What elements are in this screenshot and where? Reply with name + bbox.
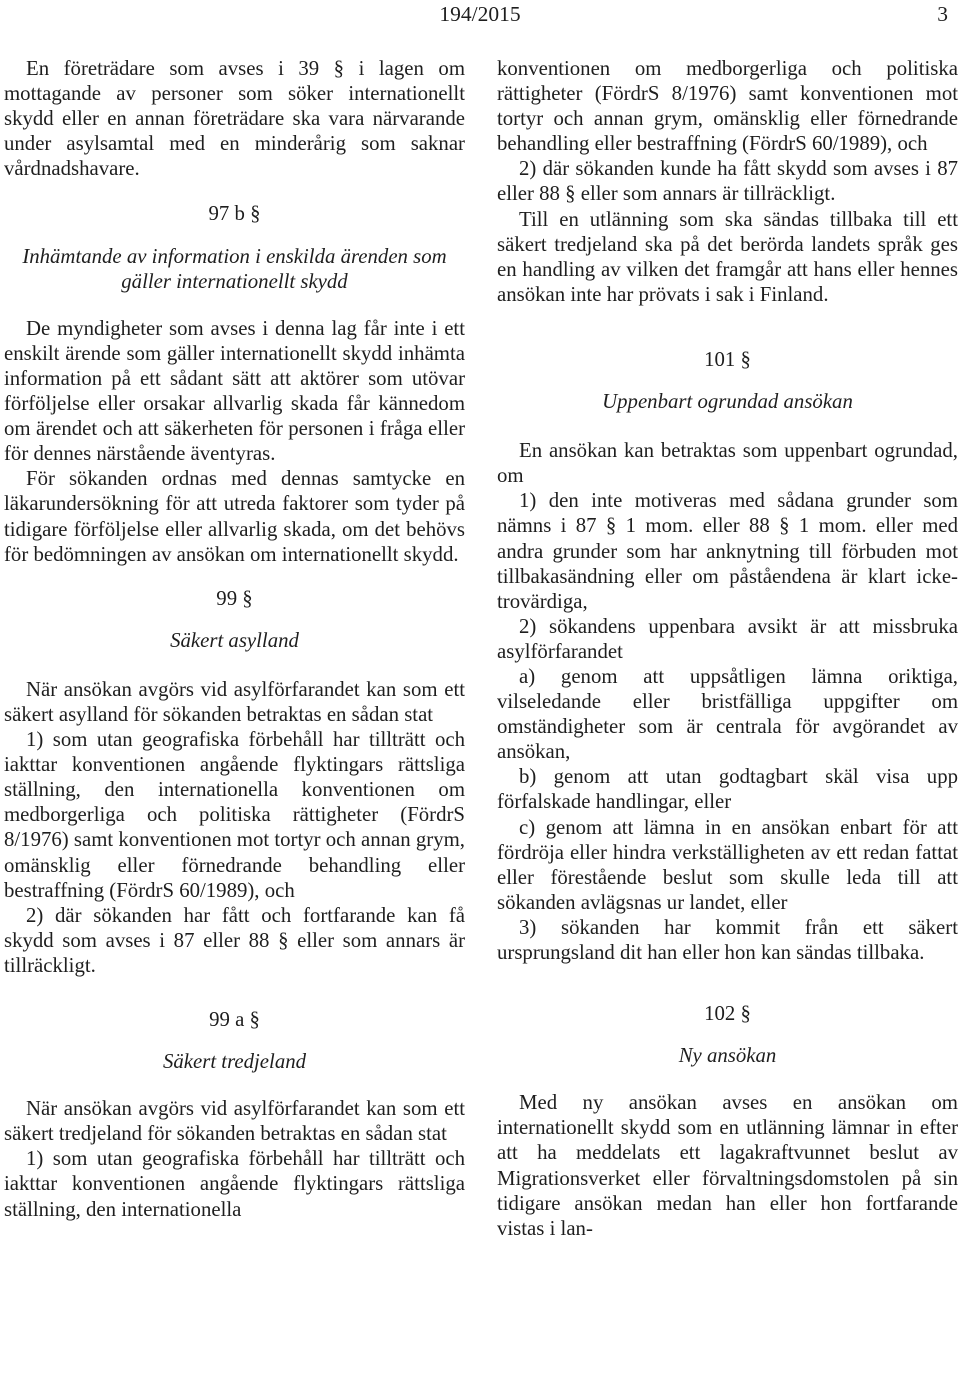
- left-column: [4, 56, 465, 1222]
- paragraph-101-7: 3) sökanden har kommit från ett säkert ursprungsland dit han eller hon kan sändas tillbaka.: [497, 915, 958, 964]
- paragraph-continued-1: konventionen om medborgerliga och politiska rättigheter (FördrS 8/1976) samt konventionen mot tortyr och annan grym, omänsklig eller förnedrande behandling eller bestraffning (FördrS 60/1989), och: [497, 57, 958, 156]
- paragraph-101-1: En ansökan kan betraktas som uppenbart ogrundad, om: [497, 439, 958, 488]
- section-title-99a: Säkert tredjeland: [162, 1050, 307, 1074]
- section-title-97b: Inhämtande av information i enskilda ärenden som gäller internationellt skydd: [22, 244, 447, 293]
- paragraph-97b-2: För sökanden ordnas med dennas samtycke en läkarundersökning för att utreda faktorer som tyder på tidigare förföljelse eller allvarlig skada, om det behövs för bedömningen av ansökan om internationellt skydd.: [4, 467, 465, 566]
- section-number-102: 102 §: [704, 1002, 751, 1026]
- section-title-99: Säkert asylland: [170, 628, 299, 652]
- section-title-101: Uppenbart ogrundad ansökan: [602, 390, 853, 414]
- section-number-97b: 97 b §: [208, 202, 261, 226]
- section-title-102: Ny ansökan: [678, 1044, 777, 1068]
- paragraph-101-6: c) genom att lämna in en ansökan enbart för att fördröja eller hindra verkställigheten av ett redan fattat eller förestående beslut som skulle leda till att sökanden avlägsnas ur landet, eller: [497, 815, 958, 914]
- paragraph-101-5: b) genom att utan godtagbart skäl visa upp förfalskade handlingar, eller: [497, 765, 958, 814]
- paragraph-99-1: När ansökan avgörs vid asylförfarandet kan som ett säkert asylland för sökanden betraktas en sådan stat: [4, 677, 465, 726]
- paragraph-102-1: Med ny ansökan avses en ansökan om internationellt skydd som en utlänning lämnar in efter att ha meddelats ett lagakraftvunnet beslut av Migrationsverket eller förvaltningsdomstolen på sin tidigare ansökan medan han eller hon fortfarande vistas i lan-: [497, 1091, 958, 1240]
- paragraph-99a-1: När ansökan avgörs vid asylförfarandet kan som ett säkert tredjeland för sökanden betraktas en sådan stat: [4, 1097, 465, 1146]
- paragraph-continued-3: Till en utlänning som ska sändas tillbaka till ett säkert tredjeland ska på det berörda landets språk ges en handling av vilken det framgår att hans eller hennes ansökan inte har prövats i sak i Finland.: [497, 207, 958, 306]
- section-number-99: 99 §: [216, 586, 253, 610]
- page-number: 3: [937, 2, 948, 26]
- paragraph-continued-2: 2) där sökanden kunde ha fått skydd som avses i 87 eller 88 § eller som annars är tillräckligt.: [497, 157, 958, 206]
- paragraph-99-2: 1) som utan geografiska förbehåll har tillträtt och iakttar konventionen angående flyktingars rättsliga ställning, den internationella konventionen om medborgerliga och politiska rättigheter (FördrS 8/1976) samt konventionen mot tortyr och annan grym, omänsklig eller förnedrande behandling eller bestraffning (FördrS 60/1989), och: [4, 728, 465, 902]
- paragraph-97b-1: De myndigheter som avses i denna lag får inte i ett enskilt ärende som gäller internationellt skydd inhämta information på ett sådant sätt att aktörer som utövar förföljelse eller orsakar allvarlig skada får kännedom om ärendet och att säkerheten för personen i fråga eller för dennes närstående äventyras.: [4, 316, 465, 466]
- page-header: [0, 0, 960, 28]
- paragraph-101-4: a) genom att uppsåtligen lämna oriktiga, vilseledande eller bristfälliga uppgifter om omständigheter som är centrala för avgörandet av ansökan,: [497, 664, 958, 764]
- section-number-99a: 99 a §: [209, 1008, 260, 1031]
- paragraph-101-2: 1) den inte motiveras med sådana grunder som nämns i 87 § 1 mom. eller 88 § 1 mom. eller med andra grunder som har anknytning till förbuden mot tillbakasändning eller om påståendena är klart icke-trovärdiga,: [497, 489, 958, 613]
- paragraph-101-3: 2) sökandens uppenbara avsikt är att missbruka asylförfarandet: [497, 614, 958, 663]
- paragraph-representative: En företrädare som avses i 39 § i lagen om mottagande av personer som söker internationellt skydd eller en annan företrädare ska vara närvarande under asylsamtal med en minderårig som saknar vårdnadshavare.: [4, 57, 465, 181]
- paragraph-99-3: 2) där sökanden har fått och fortfarande kan få skydd som avses i 87 eller 88 § eller som annars är tillräckligt.: [4, 903, 465, 977]
- right-column: [497, 56, 958, 1241]
- section-number-101: 101 §: [704, 347, 751, 371]
- issue-number: 194/2015: [439, 2, 521, 26]
- paragraph-99a-2: 1) som utan geografiska förbehåll har tillträtt och iakttar konventionen angående flyktingars rättsliga ställning, den internationella: [4, 1147, 465, 1221]
